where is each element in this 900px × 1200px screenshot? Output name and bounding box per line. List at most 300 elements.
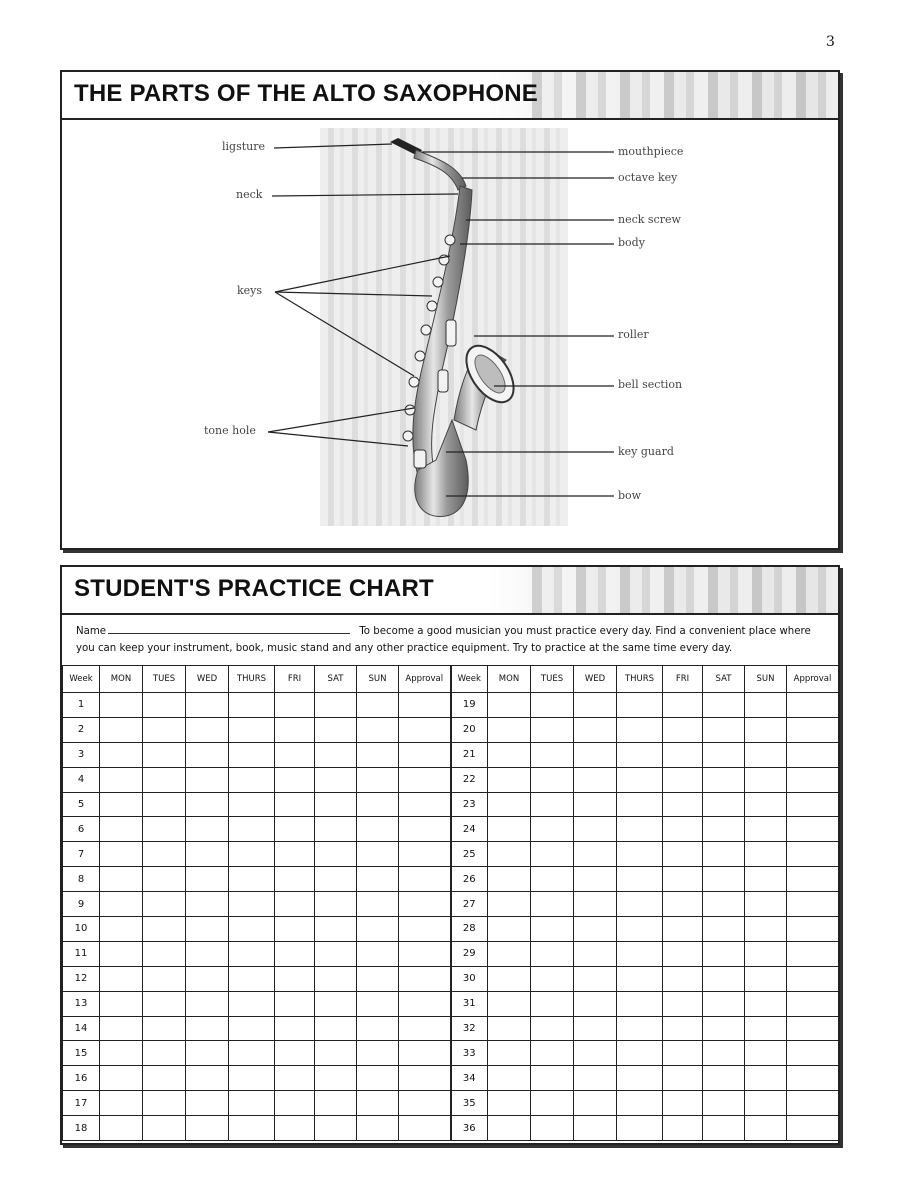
practice-cell-sat[interactable] xyxy=(315,966,357,991)
practice-cell-approval[interactable] xyxy=(399,792,451,817)
practice-cell-approval[interactable] xyxy=(787,941,839,966)
practice-cell-approval[interactable] xyxy=(787,991,839,1016)
practice-cell-sat[interactable] xyxy=(703,767,745,792)
week-number: 36 xyxy=(451,1116,488,1141)
practice-cell-tues[interactable] xyxy=(143,917,186,942)
practice-cell-mon[interactable] xyxy=(488,742,531,767)
practice-cell-mon[interactable] xyxy=(488,1041,531,1066)
practice-cell-thurs[interactable] xyxy=(617,817,663,842)
practice-cell-tues[interactable] xyxy=(143,742,186,767)
practice-cell-fri[interactable] xyxy=(275,1091,315,1116)
practice-cell-tues[interactable] xyxy=(143,842,186,867)
practice-cell-tues[interactable] xyxy=(531,941,574,966)
practice-cell-tues[interactable] xyxy=(143,966,186,991)
practice-cell-thurs[interactable] xyxy=(229,1091,275,1116)
practice-cell-sun[interactable] xyxy=(357,817,399,842)
practice-cell-sat[interactable] xyxy=(703,966,745,991)
practice-cell-wed[interactable] xyxy=(186,817,229,842)
practice-cell-tues[interactable] xyxy=(531,1041,574,1066)
practice-cell-mon[interactable] xyxy=(488,1066,531,1091)
practice-cell-sun[interactable] xyxy=(745,966,787,991)
practice-cell-fri[interactable] xyxy=(275,1016,315,1041)
practice-cell-sun[interactable] xyxy=(745,867,787,892)
practice-cell-fri[interactable] xyxy=(275,1041,315,1066)
practice-cell-sun[interactable] xyxy=(745,717,787,742)
practice-cell-fri[interactable] xyxy=(275,941,315,966)
practice-cell-tues[interactable] xyxy=(143,867,186,892)
practice-cell-sun[interactable] xyxy=(357,1091,399,1116)
practice-cell-approval[interactable] xyxy=(399,767,451,792)
practice-cell-tues[interactable] xyxy=(531,693,574,718)
practice-cell-tues[interactable] xyxy=(531,767,574,792)
practice-cell-tues[interactable] xyxy=(531,1091,574,1116)
practice-cell-wed[interactable] xyxy=(574,1091,617,1116)
practice-cell-fri[interactable] xyxy=(663,991,703,1016)
practice-cell-tues[interactable] xyxy=(143,991,186,1016)
practice-cell-sat[interactable] xyxy=(315,842,357,867)
practice-cell-approval[interactable] xyxy=(787,817,839,842)
practice-cell-approval[interactable] xyxy=(399,1091,451,1116)
practice-cell-thurs[interactable] xyxy=(229,767,275,792)
practice-cell-thurs[interactable] xyxy=(617,991,663,1016)
practice-cell-sat[interactable] xyxy=(703,1041,745,1066)
practice-cell-tues[interactable] xyxy=(531,867,574,892)
practice-cell-fri[interactable] xyxy=(663,1116,703,1141)
practice-cell-fri[interactable] xyxy=(663,867,703,892)
practice-cell-approval[interactable] xyxy=(787,892,839,917)
practice-cell-tues[interactable] xyxy=(143,1016,186,1041)
practice-cell-approval[interactable] xyxy=(787,1116,839,1141)
practice-cell-sat[interactable] xyxy=(315,1016,357,1041)
practice-cell-sun[interactable] xyxy=(357,1041,399,1066)
practice-cell-approval[interactable] xyxy=(399,892,451,917)
practice-cell-thurs[interactable] xyxy=(617,966,663,991)
table-row xyxy=(63,842,839,867)
practice-cell-sat[interactable] xyxy=(703,1091,745,1116)
practice-cell-mon[interactable] xyxy=(100,1041,143,1066)
practice-cell-tues[interactable] xyxy=(143,1116,186,1141)
practice-cell-mon[interactable] xyxy=(100,966,143,991)
practice-cell-sat[interactable] xyxy=(703,1016,745,1041)
practice-cell-fri[interactable] xyxy=(663,1066,703,1091)
practice-cell-sun[interactable] xyxy=(357,693,399,718)
practice-cell-tues[interactable] xyxy=(531,717,574,742)
practice-cell-fri[interactable] xyxy=(663,792,703,817)
practice-cell-thurs[interactable] xyxy=(617,767,663,792)
practice-cell-sat[interactable] xyxy=(703,817,745,842)
practice-cell-tues[interactable] xyxy=(531,742,574,767)
practice-cell-approval[interactable] xyxy=(787,867,839,892)
practice-cell-fri[interactable] xyxy=(275,842,315,867)
practice-cell-thurs[interactable] xyxy=(229,867,275,892)
practice-cell-approval[interactable] xyxy=(399,867,451,892)
practice-chart-panel xyxy=(60,565,840,1145)
practice-cell-tues[interactable] xyxy=(143,792,186,817)
practice-cell-sat[interactable] xyxy=(315,991,357,1016)
practice-cell-approval[interactable] xyxy=(399,693,451,718)
practice-cell-thurs[interactable] xyxy=(617,717,663,742)
practice-cell-wed[interactable] xyxy=(574,693,617,718)
practice-cell-wed[interactable] xyxy=(186,767,229,792)
practice-cell-fri[interactable] xyxy=(663,693,703,718)
practice-cell-sat[interactable] xyxy=(703,941,745,966)
week-number: 11 xyxy=(63,941,100,966)
practice-cell-tues[interactable] xyxy=(531,1016,574,1041)
practice-cell-mon[interactable] xyxy=(100,892,143,917)
practice-cell-wed[interactable] xyxy=(574,842,617,867)
practice-cell-sun[interactable] xyxy=(357,941,399,966)
practice-cell-wed[interactable] xyxy=(186,1066,229,1091)
practice-cell-wed[interactable] xyxy=(574,1116,617,1141)
practice-cell-sat[interactable] xyxy=(315,1116,357,1141)
practice-cell-thurs[interactable] xyxy=(617,1066,663,1091)
practice-cell-thurs[interactable] xyxy=(617,742,663,767)
practice-cell-approval[interactable] xyxy=(399,717,451,742)
practice-cell-wed[interactable] xyxy=(574,867,617,892)
practice-cell-tues[interactable] xyxy=(143,817,186,842)
practice-cell-mon[interactable] xyxy=(100,742,143,767)
practice-cell-tues[interactable] xyxy=(143,892,186,917)
practice-cell-mon[interactable] xyxy=(488,717,531,742)
practice-cell-sun[interactable] xyxy=(745,1091,787,1116)
practice-cell-fri[interactable] xyxy=(275,742,315,767)
practice-cell-thurs[interactable] xyxy=(617,1091,663,1116)
practice-cell-tues[interactable] xyxy=(531,892,574,917)
practice-cell-sun[interactable] xyxy=(745,1066,787,1091)
practice-cell-mon[interactable] xyxy=(488,892,531,917)
practice-cell-thurs[interactable] xyxy=(617,1116,663,1141)
practice-cell-sun[interactable] xyxy=(357,867,399,892)
practice-cell-wed[interactable] xyxy=(186,1041,229,1066)
practice-cell-approval[interactable] xyxy=(787,1066,839,1091)
practice-cell-thurs[interactable] xyxy=(229,817,275,842)
practice-cell-thurs[interactable] xyxy=(617,892,663,917)
practice-cell-wed[interactable] xyxy=(574,966,617,991)
practice-cell-approval[interactable] xyxy=(399,842,451,867)
practice-cell-mon[interactable] xyxy=(100,693,143,718)
practice-cell-sun[interactable] xyxy=(357,767,399,792)
practice-cell-thurs[interactable] xyxy=(617,792,663,817)
name-field[interactable] xyxy=(108,623,350,634)
practice-cell-wed[interactable] xyxy=(574,941,617,966)
practice-cell-fri[interactable] xyxy=(663,842,703,867)
practice-cell-fri[interactable] xyxy=(663,817,703,842)
practice-cell-fri[interactable] xyxy=(275,717,315,742)
practice-cell-sat[interactable] xyxy=(703,917,745,942)
practice-cell-tues[interactable] xyxy=(531,817,574,842)
practice-cell-thurs[interactable] xyxy=(229,892,275,917)
practice-cell-tues[interactable] xyxy=(143,717,186,742)
practice-cell-fri[interactable] xyxy=(663,767,703,792)
practice-cell-sun[interactable] xyxy=(745,917,787,942)
practice-cell-fri[interactable] xyxy=(663,917,703,942)
practice-cell-thurs[interactable] xyxy=(617,842,663,867)
practice-cell-mon[interactable] xyxy=(100,917,143,942)
practice-cell-wed[interactable] xyxy=(574,792,617,817)
practice-cell-mon[interactable] xyxy=(488,941,531,966)
practice-cell-approval[interactable] xyxy=(787,742,839,767)
practice-cell-sat[interactable] xyxy=(315,917,357,942)
practice-cell-sat[interactable] xyxy=(703,892,745,917)
practice-cell-wed[interactable] xyxy=(186,792,229,817)
practice-cell-wed[interactable] xyxy=(574,1041,617,1066)
practice-cell-sun[interactable] xyxy=(357,717,399,742)
practice-cell-sat[interactable] xyxy=(703,842,745,867)
practice-cell-mon[interactable] xyxy=(488,966,531,991)
practice-cell-mon[interactable] xyxy=(488,991,531,1016)
practice-cell-thurs[interactable] xyxy=(229,717,275,742)
practice-cell-approval[interactable] xyxy=(787,717,839,742)
practice-cell-fri[interactable] xyxy=(275,991,315,1016)
practice-cell-sat[interactable] xyxy=(315,1091,357,1116)
practice-cell-sat[interactable] xyxy=(315,767,357,792)
practice-cell-sat[interactable] xyxy=(315,867,357,892)
practice-cell-tues[interactable] xyxy=(531,842,574,867)
practice-cell-approval[interactable] xyxy=(399,742,451,767)
practice-cell-wed[interactable] xyxy=(574,892,617,917)
practice-cell-sat[interactable] xyxy=(315,792,357,817)
practice-cell-sun[interactable] xyxy=(745,1016,787,1041)
practice-cell-mon[interactable] xyxy=(488,792,531,817)
practice-cell-sat[interactable] xyxy=(703,867,745,892)
practice-cell-sat[interactable] xyxy=(315,1041,357,1066)
week-number: 7 xyxy=(63,842,100,867)
week-number: 1 xyxy=(63,693,100,718)
practice-cell-wed[interactable] xyxy=(186,867,229,892)
practice-cell-thurs[interactable] xyxy=(229,1116,275,1141)
practice-cell-tues[interactable] xyxy=(531,792,574,817)
practice-cell-sun[interactable] xyxy=(745,1041,787,1066)
practice-cell-mon[interactable] xyxy=(100,817,143,842)
practice-cell-thurs[interactable] xyxy=(617,1016,663,1041)
practice-cell-thurs[interactable] xyxy=(229,842,275,867)
practice-cell-fri[interactable] xyxy=(663,1091,703,1116)
practice-cell-fri[interactable] xyxy=(663,1016,703,1041)
practice-cell-sun[interactable] xyxy=(745,1116,787,1141)
practice-cell-thurs[interactable] xyxy=(229,917,275,942)
practice-cell-sun[interactable] xyxy=(357,842,399,867)
practice-cell-mon[interactable] xyxy=(100,1016,143,1041)
practice-cell-fri[interactable] xyxy=(275,1116,315,1141)
practice-cell-tues[interactable] xyxy=(143,1091,186,1116)
practice-cell-wed[interactable] xyxy=(186,742,229,767)
practice-cell-wed[interactable] xyxy=(574,1016,617,1041)
practice-cell-tues[interactable] xyxy=(143,767,186,792)
practice-cell-wed[interactable] xyxy=(186,1116,229,1141)
table-row xyxy=(63,1041,839,1066)
practice-cell-sat[interactable] xyxy=(703,742,745,767)
practice-cell-fri[interactable] xyxy=(275,817,315,842)
practice-cell-approval[interactable] xyxy=(399,966,451,991)
practice-cell-sun[interactable] xyxy=(745,941,787,966)
practice-cell-sun[interactable] xyxy=(357,966,399,991)
practice-cell-mon[interactable] xyxy=(100,867,143,892)
table-row xyxy=(63,767,839,792)
practice-cell-tues[interactable] xyxy=(531,966,574,991)
practice-cell-approval[interactable] xyxy=(787,1091,839,1116)
practice-cell-tues[interactable] xyxy=(531,991,574,1016)
practice-cell-thurs[interactable] xyxy=(229,1041,275,1066)
practice-cell-tues[interactable] xyxy=(143,693,186,718)
practice-cell-mon[interactable] xyxy=(488,817,531,842)
practice-cell-fri[interactable] xyxy=(275,693,315,718)
practice-cell-sat[interactable] xyxy=(315,717,357,742)
practice-cell-sat[interactable] xyxy=(315,892,357,917)
practice-cell-fri[interactable] xyxy=(275,767,315,792)
practice-cell-sun[interactable] xyxy=(745,817,787,842)
practice-cell-mon[interactable] xyxy=(100,767,143,792)
practice-cell-mon[interactable] xyxy=(100,842,143,867)
practice-cell-approval[interactable] xyxy=(787,767,839,792)
practice-cell-wed[interactable] xyxy=(574,767,617,792)
practice-cell-wed[interactable] xyxy=(186,917,229,942)
practice-cell-approval[interactable] xyxy=(399,817,451,842)
practice-cell-sun[interactable] xyxy=(357,892,399,917)
practice-cell-thurs[interactable] xyxy=(229,792,275,817)
practice-cell-sun[interactable] xyxy=(745,693,787,718)
practice-cell-fri[interactable] xyxy=(275,792,315,817)
practice-cell-wed[interactable] xyxy=(574,991,617,1016)
practice-cell-fri[interactable] xyxy=(663,941,703,966)
week-number: 33 xyxy=(451,1041,488,1066)
practice-cell-sun[interactable] xyxy=(357,792,399,817)
practice-cell-approval[interactable] xyxy=(399,1041,451,1066)
practice-cell-mon[interactable] xyxy=(100,1066,143,1091)
practice-cell-mon[interactable] xyxy=(100,1116,143,1141)
practice-cell-mon[interactable] xyxy=(100,792,143,817)
practice-cell-thurs[interactable] xyxy=(229,1016,275,1041)
practice-cell-mon[interactable] xyxy=(488,1016,531,1041)
practice-cell-thurs[interactable] xyxy=(229,966,275,991)
practice-cell-mon[interactable] xyxy=(100,1091,143,1116)
practice-cell-wed[interactable] xyxy=(186,693,229,718)
practice-cell-wed[interactable] xyxy=(186,966,229,991)
practice-cell-sun[interactable] xyxy=(357,1116,399,1141)
practice-cell-approval[interactable] xyxy=(399,1066,451,1091)
practice-cell-wed[interactable] xyxy=(574,917,617,942)
practice-cell-sat[interactable] xyxy=(315,941,357,966)
practice-cell-thurs[interactable] xyxy=(229,991,275,1016)
practice-cell-sun[interactable] xyxy=(745,842,787,867)
practice-cell-thurs[interactable] xyxy=(229,693,275,718)
practice-cell-wed[interactable] xyxy=(574,1066,617,1091)
practice-cell-wed[interactable] xyxy=(574,817,617,842)
practice-cell-tues[interactable] xyxy=(143,941,186,966)
practice-cell-mon[interactable] xyxy=(100,717,143,742)
practice-cell-sat[interactable] xyxy=(703,792,745,817)
practice-cell-approval[interactable] xyxy=(787,1016,839,1041)
practice-cell-thurs[interactable] xyxy=(617,867,663,892)
practice-cell-sun[interactable] xyxy=(357,1016,399,1041)
practice-cell-approval[interactable] xyxy=(787,966,839,991)
practice-cell-mon[interactable] xyxy=(488,767,531,792)
practice-cell-sun[interactable] xyxy=(745,792,787,817)
practice-cell-sun[interactable] xyxy=(745,892,787,917)
practice-cell-approval[interactable] xyxy=(399,941,451,966)
practice-cell-tues[interactable] xyxy=(143,1041,186,1066)
practice-cell-sat[interactable] xyxy=(315,1066,357,1091)
practice-cell-approval[interactable] xyxy=(399,1116,451,1141)
practice-cell-mon[interactable] xyxy=(488,842,531,867)
practice-cell-tues[interactable] xyxy=(531,1116,574,1141)
practice-cell-wed[interactable] xyxy=(186,892,229,917)
practice-cell-sun[interactable] xyxy=(357,991,399,1016)
practice-cell-wed[interactable] xyxy=(186,991,229,1016)
practice-cell-tues[interactable] xyxy=(531,1066,574,1091)
practice-cell-fri[interactable] xyxy=(275,1066,315,1091)
practice-cell-sat[interactable] xyxy=(703,717,745,742)
practice-cell-thurs[interactable] xyxy=(229,742,275,767)
practice-cell-fri[interactable] xyxy=(663,1041,703,1066)
practice-cell-wed[interactable] xyxy=(186,941,229,966)
practice-cell-sun[interactable] xyxy=(745,767,787,792)
practice-cell-mon[interactable] xyxy=(488,693,531,718)
practice-cell-sat[interactable] xyxy=(315,693,357,718)
practice-cell-wed[interactable] xyxy=(186,1091,229,1116)
practice-cell-mon[interactable] xyxy=(488,1091,531,1116)
practice-cell-sat[interactable] xyxy=(703,1116,745,1141)
practice-cell-wed[interactable] xyxy=(186,1016,229,1041)
practice-cell-approval[interactable] xyxy=(399,1016,451,1041)
practice-cell-sat[interactable] xyxy=(703,693,745,718)
practice-cell-fri[interactable] xyxy=(663,966,703,991)
practice-cell-mon[interactable] xyxy=(100,941,143,966)
practice-cell-approval[interactable] xyxy=(399,917,451,942)
practice-cell-wed[interactable] xyxy=(574,742,617,767)
practice-cell-sat[interactable] xyxy=(703,991,745,1016)
practice-cell-sat[interactable] xyxy=(315,742,357,767)
practice-cell-thurs[interactable] xyxy=(229,941,275,966)
practice-cell-sun[interactable] xyxy=(357,917,399,942)
practice-cell-approval[interactable] xyxy=(787,917,839,942)
practice-cell-thurs[interactable] xyxy=(617,693,663,718)
week-number: 32 xyxy=(451,1016,488,1041)
practice-cell-approval[interactable] xyxy=(399,991,451,1016)
practice-cell-fri[interactable] xyxy=(275,966,315,991)
practice-cell-approval[interactable] xyxy=(787,693,839,718)
practice-cell-thurs[interactable] xyxy=(617,1041,663,1066)
practice-cell-fri[interactable] xyxy=(275,867,315,892)
practice-cell-sat[interactable] xyxy=(703,1066,745,1091)
practice-cell-wed[interactable] xyxy=(574,717,617,742)
practice-cell-wed[interactable] xyxy=(186,842,229,867)
practice-cell-sun[interactable] xyxy=(745,991,787,1016)
practice-cell-fri[interactable] xyxy=(663,742,703,767)
practice-cell-wed[interactable] xyxy=(186,717,229,742)
practice-cell-fri[interactable] xyxy=(663,892,703,917)
practice-cell-mon[interactable] xyxy=(488,867,531,892)
practice-cell-mon[interactable] xyxy=(100,991,143,1016)
practice-cell-fri[interactable] xyxy=(663,717,703,742)
practice-cell-sun[interactable] xyxy=(357,1066,399,1091)
week-number: 6 xyxy=(63,817,100,842)
practice-cell-thurs[interactable] xyxy=(617,941,663,966)
practice-cell-sun[interactable] xyxy=(745,742,787,767)
practice-cell-sat[interactable] xyxy=(315,817,357,842)
practice-cell-sun[interactable] xyxy=(357,742,399,767)
practice-cell-thurs[interactable] xyxy=(617,917,663,942)
practice-cell-mon[interactable] xyxy=(488,917,531,942)
practice-cell-fri[interactable] xyxy=(275,892,315,917)
practice-cell-thurs[interactable] xyxy=(229,1066,275,1091)
practice-cell-approval[interactable] xyxy=(787,792,839,817)
practice-cell-approval[interactable] xyxy=(787,842,839,867)
practice-cell-mon[interactable] xyxy=(488,1116,531,1141)
practice-cell-tues[interactable] xyxy=(531,917,574,942)
practice-cell-approval[interactable] xyxy=(787,1041,839,1066)
practice-cell-tues[interactable] xyxy=(143,1066,186,1091)
practice-cell-fri[interactable] xyxy=(275,917,315,942)
